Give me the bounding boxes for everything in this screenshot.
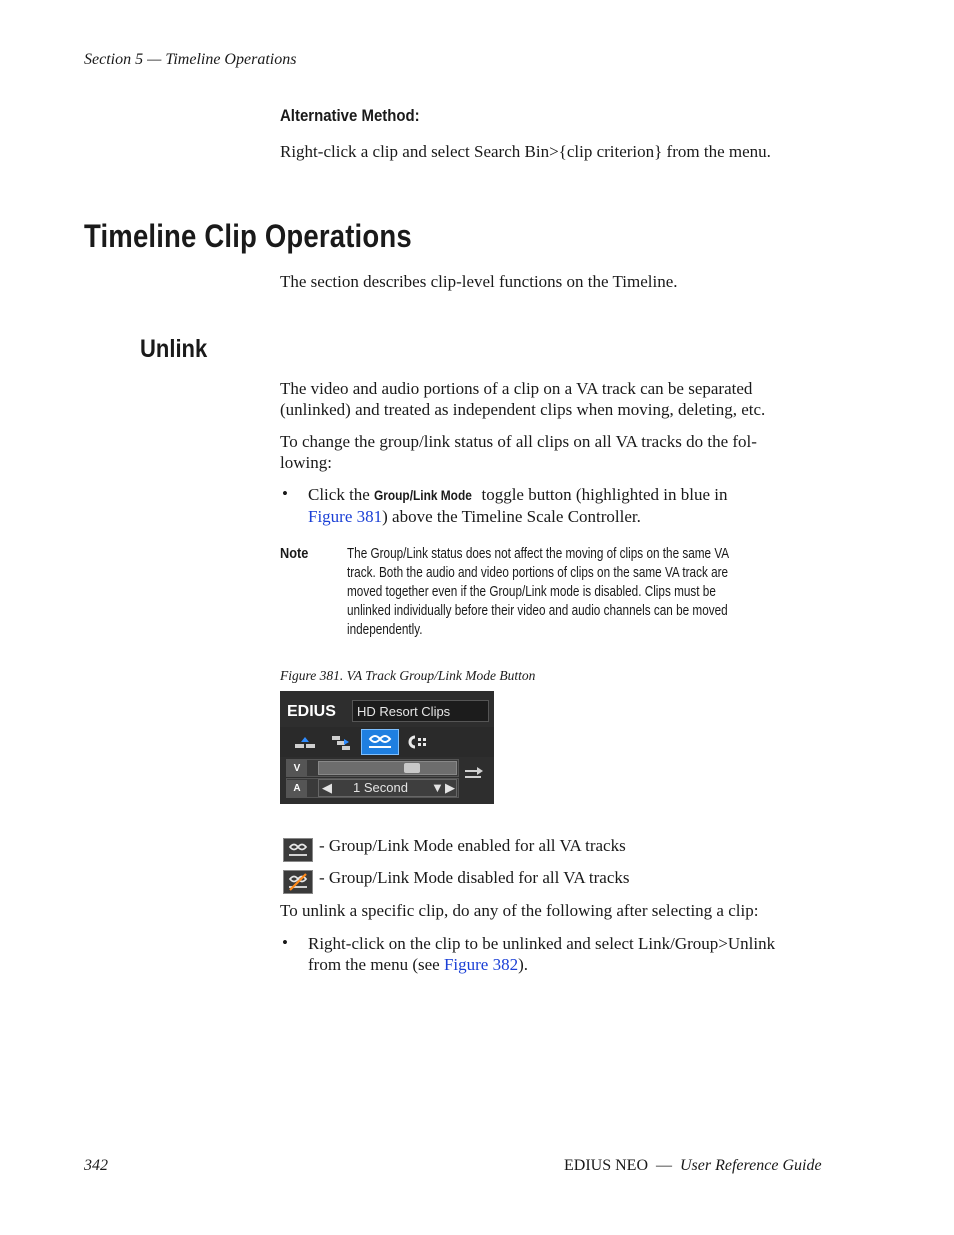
note-label: Note bbox=[280, 545, 309, 562]
video-mute-button[interactable]: V bbox=[287, 760, 307, 777]
scale-dropdown-icon[interactable]: ▼ bbox=[431, 780, 444, 795]
alternative-method-text: Right-click a clip and select Search Bin>{clip criterion} from the menu. bbox=[280, 142, 771, 161]
legend-enabled-text: - Group/Link Mode enabled for all VA tracks bbox=[319, 836, 626, 855]
unlink-paragraph-3: To unlink a specific clip, do any of the following after selecting a clip: bbox=[280, 901, 759, 920]
bullet-item-group-link bbox=[308, 484, 868, 527]
edius-logo: EDIUS bbox=[287, 703, 336, 720]
group-link-icon bbox=[366, 732, 394, 752]
scale-left-arrow-icon[interactable]: ◀ bbox=[322, 780, 332, 795]
zoom-slider-track[interactable] bbox=[318, 761, 457, 775]
footer-separator: — bbox=[656, 1157, 672, 1174]
note-line: unlinked individually before their video and audio channels can be moved bbox=[347, 603, 728, 619]
bullet-text-pre: from the menu (see bbox=[308, 955, 444, 974]
figure-caption: Figure 381. VA Track Group/Link Mode Button bbox=[280, 668, 536, 683]
unlink-paragraph-2 bbox=[280, 431, 757, 473]
zoom-slider-thumb[interactable] bbox=[404, 763, 420, 773]
section-intro: The section describes clip-level functions on the Timeline. bbox=[280, 272, 678, 291]
paragraph-line: The video and audio portions of a clip on a VA track can be separated bbox=[280, 379, 753, 398]
alternative-method-heading: Alternative Method: bbox=[280, 106, 420, 125]
bullet-marker: • bbox=[282, 484, 288, 503]
unlink-heading: Unlink bbox=[140, 335, 208, 363]
note-line: The Group/Link status does not affect the moving of clips on the same VA bbox=[347, 546, 730, 562]
section-title: Timeline Clip Operations bbox=[84, 218, 412, 254]
sync-lock-icon bbox=[329, 733, 353, 751]
set-in-out-button[interactable] bbox=[292, 731, 318, 753]
group-link-enabled-icon bbox=[283, 838, 313, 862]
scale-value: 1 Second bbox=[353, 780, 408, 795]
figure-381-screenshot bbox=[280, 691, 494, 804]
footer-guide: User Reference Guide bbox=[680, 1157, 822, 1174]
footer-guide-title bbox=[564, 1157, 822, 1175]
bullet-line: Right-click on the clip to be unlinked and select Link/Group>Unlink bbox=[308, 934, 776, 953]
expand-tracks-icon[interactable] bbox=[462, 765, 486, 788]
group-link-disabled-icon bbox=[283, 870, 313, 894]
audio-mute-button[interactable]: A bbox=[287, 780, 307, 797]
note-text bbox=[347, 545, 801, 640]
unlink-paragraph-1 bbox=[280, 378, 765, 420]
group-link-mode-term: Group/Link Mode bbox=[374, 487, 472, 503]
paragraph-line: To change the group/link status of all clips on all VA tracks do the fol- bbox=[280, 432, 757, 451]
legend-disabled-text: - Group/Link Mode disabled for all VA tracks bbox=[319, 868, 630, 887]
figure-381-link[interactable]: Figure 381 bbox=[308, 507, 383, 526]
sync-lock-button[interactable] bbox=[328, 731, 354, 753]
timeline-scale-controller[interactable] bbox=[318, 779, 457, 797]
footer-product: EDIUS NEO bbox=[564, 1157, 648, 1174]
bullet-text-post: ). bbox=[518, 955, 529, 974]
bullet-item-right-click bbox=[308, 933, 868, 975]
bullet-text-pre: Click the bbox=[308, 485, 375, 504]
scale-right-arrow-icon[interactable]: ▶ bbox=[445, 780, 455, 795]
note-line: independently. bbox=[347, 622, 423, 638]
bullet-text-post: toggle button (highlighted in blue in bbox=[477, 485, 728, 504]
figure-382-link[interactable]: Figure 382 bbox=[443, 955, 519, 974]
note-line: track. Both the audio and video portions of clips on the same VA track are bbox=[347, 565, 729, 581]
track-down-icon bbox=[293, 733, 317, 751]
paragraph-line: lowing: bbox=[280, 453, 332, 472]
bullet-marker: • bbox=[282, 933, 288, 952]
bullet-text-after-link: ) above the Timeline Scale Controller. bbox=[382, 507, 641, 526]
project-name-field[interactable]: HD Resort Clips bbox=[352, 700, 489, 722]
ripple-icon bbox=[404, 733, 430, 751]
paragraph-line: (unlinked) and treated as independent clips when moving, deleting, etc. bbox=[280, 400, 766, 419]
note-line: moved together even if the Group/Link mode is disabled. Clips must be bbox=[347, 584, 716, 600]
ripple-mode-button[interactable] bbox=[404, 731, 430, 753]
page-number: 342 bbox=[84, 1157, 108, 1174]
running-head: Section 5 — Timeline Operations bbox=[84, 51, 297, 68]
group-link-mode-button[interactable] bbox=[361, 729, 399, 755]
